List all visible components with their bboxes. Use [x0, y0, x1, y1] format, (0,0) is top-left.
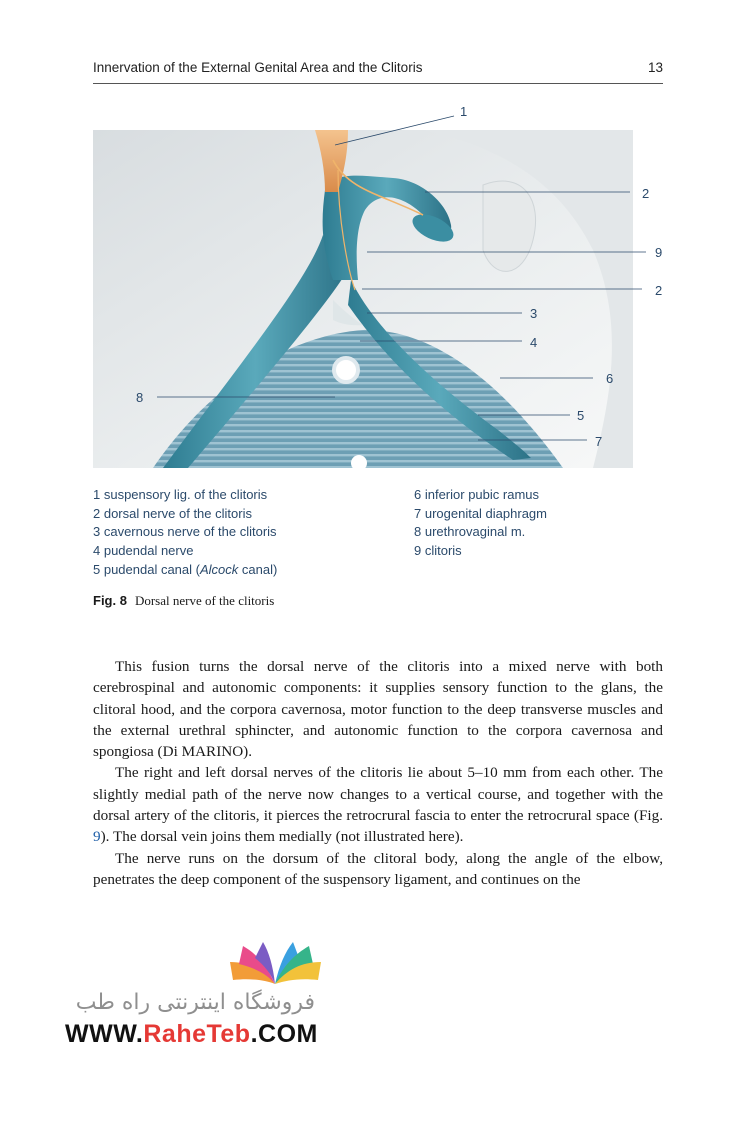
- legend-item-text: canal): [238, 561, 278, 577]
- watermark-url-suffix: .COM: [250, 1020, 318, 1048]
- callout-2b: 2: [655, 283, 663, 298]
- callout-8: 8: [136, 390, 144, 405]
- watermark-brand: RaheTeb: [143, 1020, 251, 1048]
- paragraph: The nerve runs on the dorsum of the clitoral body, along the angle of the elbow, penetrates the deep component of the suspensory ligament, and continues on the: [93, 849, 663, 888]
- paragraph: [93, 762, 663, 847]
- figure-legend-right: [414, 486, 547, 561]
- legend-item-text: 5 pudendal canal (: [93, 561, 200, 577]
- legend-item: 7 urogenital diaphragm: [414, 505, 547, 521]
- watermark-url-prefix: WWW.: [65, 1020, 144, 1048]
- legend-item: 8 urethrovaginal m.: [414, 524, 526, 540]
- callout-7: 7: [595, 434, 603, 449]
- paragraph-text: ). The dorsal vein joins them medially (not illustrated here).: [100, 828, 464, 846]
- legend-item: 4 pudendal nerve: [93, 543, 194, 559]
- figure-reference-link[interactable]: 9: [93, 828, 101, 846]
- body-text: [93, 656, 663, 890]
- figure-caption: [93, 593, 274, 609]
- legend-item: 3 cavernous nerve of the clitoris: [93, 524, 277, 540]
- anatomy-illustration: [93, 130, 633, 468]
- page-number: 13: [647, 60, 663, 75]
- figure-legend-left: [93, 486, 277, 580]
- callout-6: 6: [606, 371, 614, 386]
- legend-item: 9 clitoris: [414, 543, 462, 559]
- figure-caption-text: Dorsal nerve of the clitoris: [134, 593, 275, 608]
- running-header: [93, 58, 663, 82]
- callout-2: 2: [642, 186, 650, 201]
- callout-9: 9: [655, 245, 663, 260]
- figure-number: Fig. 8: [93, 593, 127, 608]
- paragraph: This fusion turns the dorsal nerve of the clitoris into a mixed nerve with both cerebrospinal and autonomic components: it supplies sensory function to the glans, the clitoral hood, and the corpora cavernosa, motor function to the deep transverse muscles and the external urethral sphincter, and autonomic function to the corpora cavernosa and spongiosa (Di MARINO).: [93, 658, 663, 761]
- legend-item: [93, 561, 277, 580]
- legend-item-italic: Alcock: [199, 561, 239, 577]
- callout-4: 4: [530, 335, 538, 350]
- callout-5: 5: [577, 408, 585, 423]
- watermark-persian-text: فروشگاه اینترنتی راه طب: [75, 990, 315, 1015]
- legend-item: 1 suspensory lig. of the clitoris: [93, 487, 268, 502]
- header-rule: [93, 83, 663, 84]
- watermark-logo: [60, 940, 330, 1050]
- watermark-url: [65, 1020, 318, 1049]
- legend-item: 6 inferior pubic ramus: [414, 487, 539, 502]
- callout-1: 1: [460, 104, 468, 119]
- callout-3: 3: [530, 306, 538, 321]
- book-fan-icon: [225, 940, 325, 990]
- paragraph-text: The right and left dorsal nerves of the clitoris lie about 5–10 mm from each other. The slightly medial path of the nerve now changes to a vertical course, and together with the dorsal artery of the clitoris, it pierces the retrocrural fascia to enter the retrocrural space (Fig.: [93, 764, 663, 825]
- legend-item: 2 dorsal nerve of the clitoris: [93, 505, 252, 521]
- running-title: Innervation of the External Genital Area and the Clitoris: [93, 60, 423, 75]
